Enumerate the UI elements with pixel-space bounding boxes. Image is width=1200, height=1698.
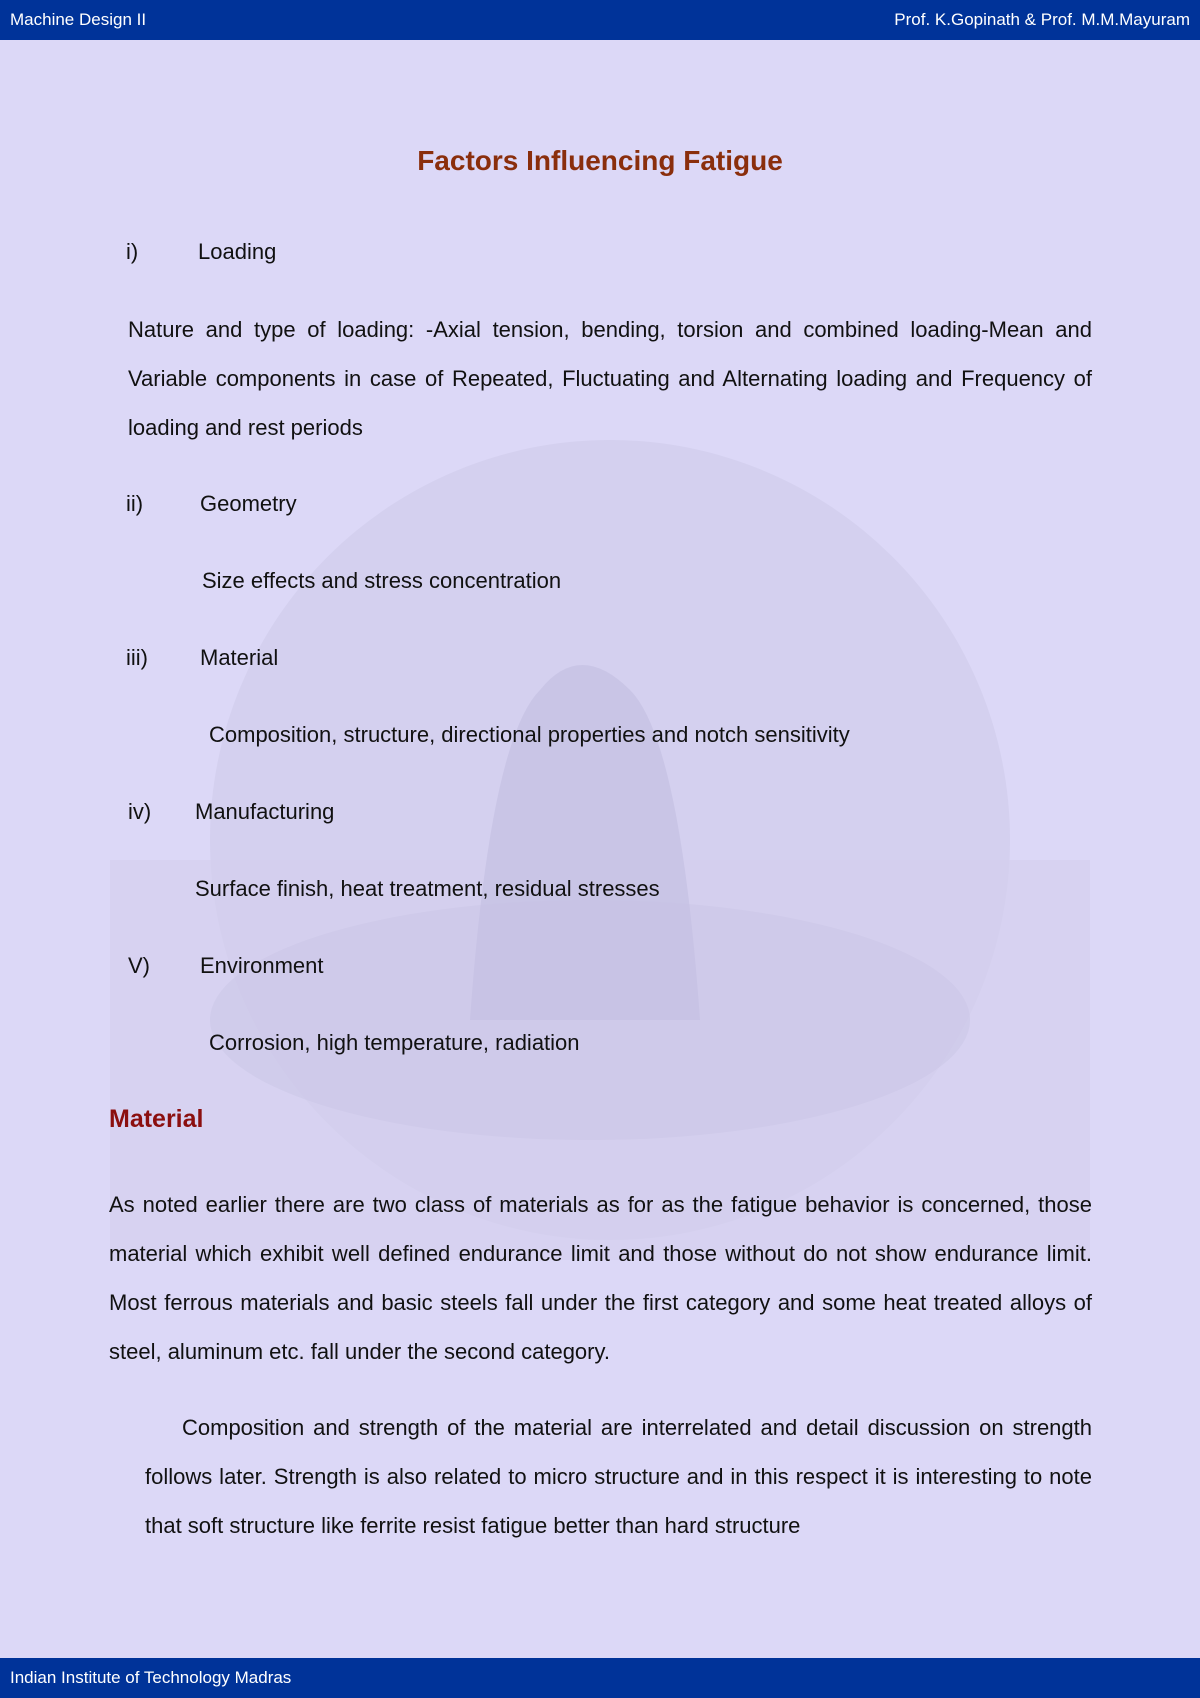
factor-1-number: i): [126, 239, 139, 264]
factor-2-number: ii): [126, 491, 144, 516]
factor-2-description: Size effects and stress concentration: [202, 568, 562, 593]
factor-5-label: Environment: [200, 953, 324, 978]
factor-3-number: iii): [126, 645, 148, 670]
factor-5-number: V): [128, 953, 150, 978]
factor-4-description: Surface finish, heat treatment, residual stresses: [195, 876, 660, 901]
institute-name: Indian Institute of Technology Madras: [10, 1668, 292, 1687]
factor-2-label: Geometry: [200, 491, 297, 516]
factor-5-description: Corrosion, high temperature, radiation: [209, 1030, 580, 1055]
course-title: Machine Design II: [10, 10, 147, 29]
authors: Prof. K.Gopinath & Prof. M.M.Mayuram: [894, 10, 1190, 29]
section-heading: Material: [109, 1105, 204, 1133]
material-paragraph-1: As noted earlier there are two class of materials as for as the fatigue behavior is concerned, those material which exhibit well defined endurance limit and those without do not show endurance limit. Most ferrous materials and basic steels fall under the first category and some heat treated alloys of steel, aluminum etc. fall under the second category.: [109, 1192, 1092, 1364]
factor-4-label: Manufacturing: [195, 799, 335, 824]
factor-3-label: Material: [200, 645, 279, 670]
material-paragraph-2: Composition and strength of the material are interrelated and detail discussion on strength follows later. Strength is also related to micro structure and in this respect it is interesting to note that soft structure like ferrite resist fatigue better than hard structure: [145, 1415, 1092, 1538]
factor-1-description: Nature and type of loading: -Axial tension, bending, torsion and combined loading-Mean and Variable components in case of Repeated, Fluctuating and Alternating loading and Frequency of loading and rest periods: [128, 317, 1092, 440]
factor-1-label: Loading: [198, 239, 277, 264]
factor-3-description: Composition, structure, directional properties and notch sensitivity: [209, 722, 850, 747]
page-title: Factors Influencing Fatigue: [417, 145, 783, 176]
factor-4-number: iv): [128, 799, 152, 824]
footer-bar: [0, 1658, 1200, 1698]
